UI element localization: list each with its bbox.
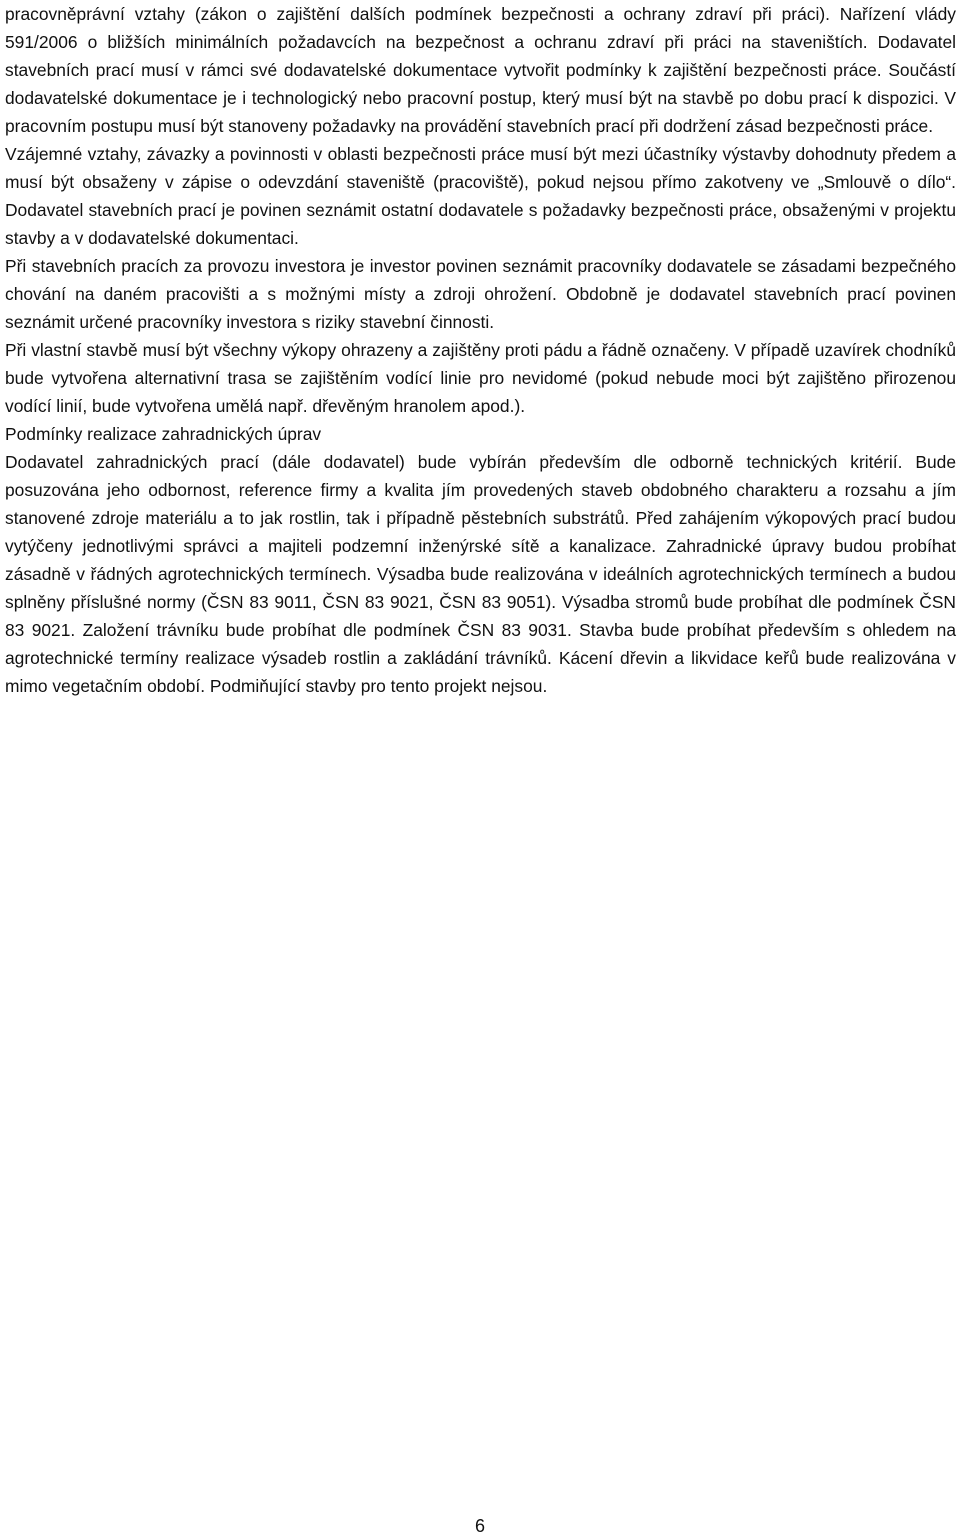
paragraph-safety-regulations: pracovněprávní vztahy (zákon o zajištění dalších podmínek bezpečnosti a ochrany zdraví při práci). Nařízení vlády 591/2006 o bližších minimálních požadavcích na bezpečnost a ochranu zdraví při práci na staveništích. Dodavatel stavebních prací musí v rámci své dodavatelské dokumentace vytvořit podmínky k zajištění bezpečnosti práce. Součástí dodavatelské dokumentace je i technologický nebo pracovní postup, který musí být na stavbě po dobu prací k dispozici. V pracovním postupu musí být stanoveny požadavky na provádění stavebních prací při dodržení zásad bezpečnosti práce. (5, 4, 956, 136)
document-body (5, 0, 956, 700)
paragraph-excavations: Při vlastní stavbě musí být všechny výkopy ohrazeny a zajištěny proti pádu a řádně označeny. V případě uzavírek chodníků bude vytvořena alternativní trasa se zajištěním vodící linie pro nevidomé (pokud nebude moci být zajištěno přirozenou vodící linií, bude vytvořena umělá např. dřevěným hranolem apod.). (5, 340, 956, 416)
paragraph-landscaping-contractor: Dodavatel zahradnických prací (dále dodavatel) bude vybírán především dle odborně technických kritérií. Bude posuzována jeho odbornost, reference firmy a kvalita jím provedených staveb obdobného charakteru a rozsahu a jím stanovené zdroje materiálu a to jak rostlin, tak i případně pěstebních substrátů. Před zahájením výkopových prací budou vytýčeny jednotlivými správci a majiteli podzemní inženýrské sítě a kanalizace. Zahradnické úpravy budou probíhat zásadně v řádných agrotechnických termínech. Výsadba bude realizována v ideálních agrotechnických termínech a budou splněny příslušné normy (ČSN 83 9011, ČSN 83 9021, ČSN 83 9051). Výsadba stromů bude probíhat dle podmínek ČSN 83 9021. Založení trávníku bude probíhat dle podmínek ČSN 83 9031. Stavba bude probíhat především s ohledem na agrotechnické termíny realizace výsadeb rostlin a zakládání trávníků. Kácení dřevin a likvidace keřů bude realizována v mimo vegetačním období. Podmiňující stavby pro tento projekt nejsou. (5, 452, 956, 696)
paragraph-investor-operation: Při stavebních pracích za provozu investora je investor povinen seznámit pracovníky dodavatele se zásadami bezpečného chování na daném pracovišti a s možnými místy a zdroji ohrožení. Obdobně je dodavatel stavebních prací povinen seznámit určené pracovníky investora s riziky stavební činnosti. (5, 256, 956, 332)
paragraph-mutual-obligations: Vzájemné vztahy, závazky a povinnosti v oblasti bezpečnosti práce musí být mezi účastníky výstavby dohodnuty předem a musí být obsaženy v zápise o odevzdání staveniště (pracoviště), pokud nejsou přímo zakotveny ve „Smlouvě o dílo“. Dodavatel stavebních prací je povinen seznámit ostatní dodavatele s požadavky bezpečnosti práce, obsaženými v projektu stavby a v dodavatelské dokumentaci. (5, 144, 956, 248)
page-number: 6 (474, 1516, 485, 1536)
section-heading-landscaping: Podmínky realizace zahradnických úprav (5, 424, 322, 444)
